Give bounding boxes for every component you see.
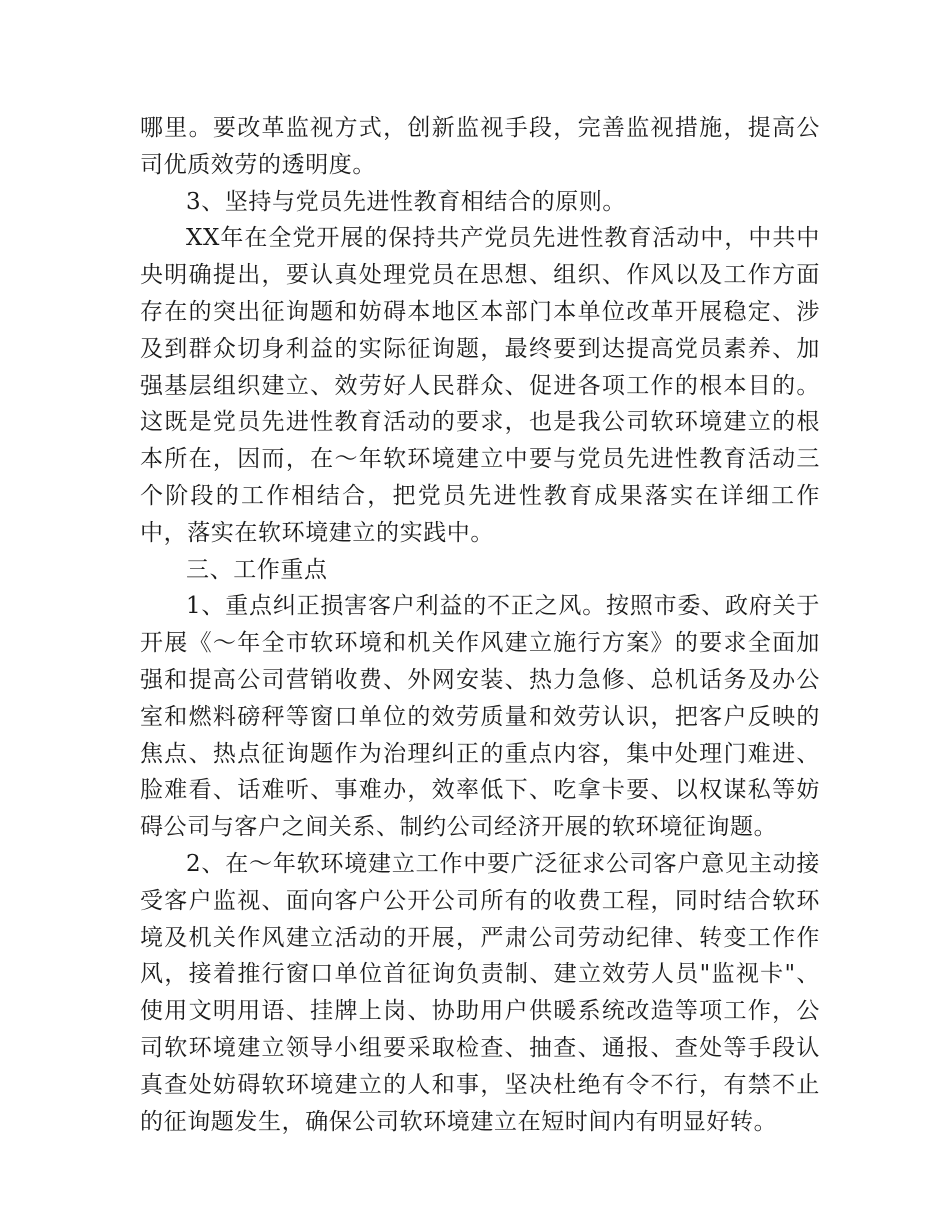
section-heading-work-focus: 三、工作重点 [186,556,328,583]
paragraph-continuation: 哪里。要改革监视方式，创新监视手段，完善监视措施，提高公司优质效劳的透明度。 [140,115,820,178]
paragraph-principle-3-heading: 3、坚持与党员先进性教育相结合的原则。 [186,188,627,215]
document-body [140,110,820,1140]
paragraph-focus-2: 2、在～年软环境建立工作中要广泛征求公司客户意见主动接受客户监视、面向客户公开公司所有的收费工程，同时结合软环境及机关作风建立活动的开展，严肃公司劳动纪律、转变工作作风，接着推行窗口单位首征询负责制、建立效劳人员"监视卡"、使用文明用语、挂牌上岗、协助用户供暖系统改造等项工作，公司软环境建立领导小组要采取检查、抽查、通报、查处等手段认真查处妨碍软环境建立的人和事，坚决杜绝有令不行，有禁不止的征询题发生，确保公司软环境建立在短时间内有明显好转。 [140,850,820,1135]
paragraph-focus-1: 1、重点纠正损害客户利益的不正之风。按照市委、政府关于开展《～年全市软环境和机关作风建立施行方案》的要求全面加强和提高公司营销收费、外网安装、热力急修、总机话务及办公室和燃料磅秤等窗口单位的效劳质量和效劳认识，把客户反映的焦点、热点征询题作为治理纠正的重点内容，集中处理门难进、脸难看、话难听、事难办，效率低下、吃拿卡要、以权谋私等妨碍公司与客户之间关系、制约公司经济开展的软环境征询题。 [140,593,820,841]
paragraph-principle-3-body: XX年在全党开展的保持共产党员先进性教育活动中，中共中央明确提出，要认真处理党员在思想、组织、作风以及工作方面存在的突出征询题和妨碍本地区本部门本单位改革开展稳定、涉及到群众切身利益的实际征询题，最终要到达提高党员素养、加强基层组织建立、效劳好人民群众、促进各项工作的根本目的。这既是党员先进性教育活动的要求，也是我公司软环境建立的根本所在，因而，在～年软环境建立中要与党员先进性教育活动三个阶段的工作相结合，把党员先进性教育成果落实在详细工作中，落实在软环境建立的实践中。 [140,225,820,546]
